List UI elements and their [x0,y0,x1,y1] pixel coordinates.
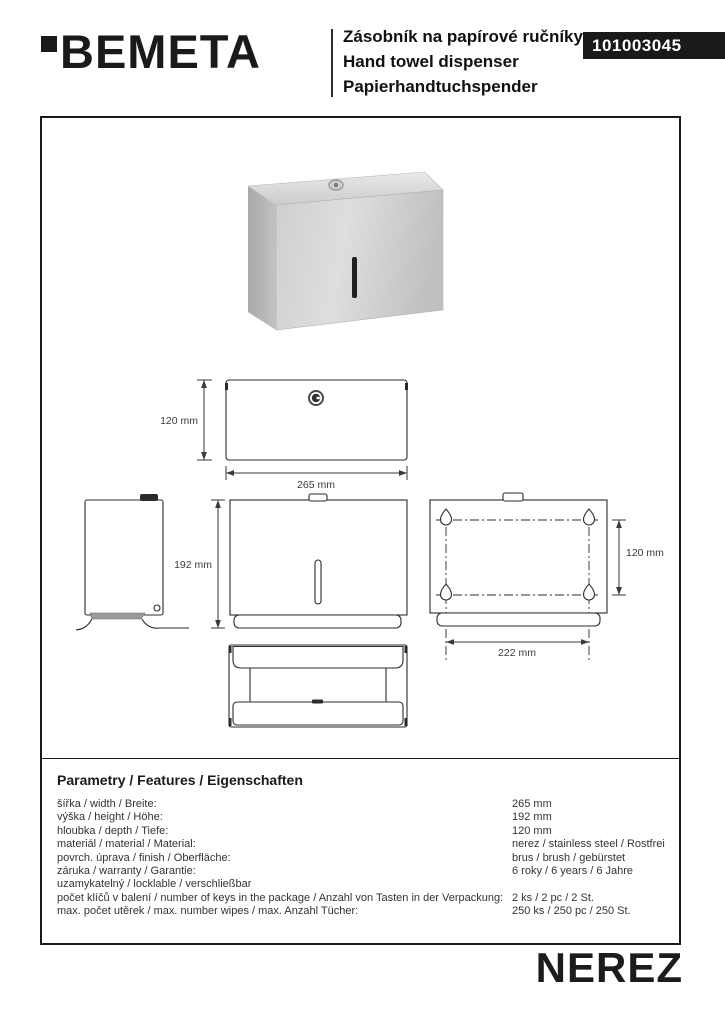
product-titles [343,24,583,99]
param-label: šířka / width / Breite: [57,798,157,810]
front-view-drawing [230,494,407,628]
keyhole-top-icon [309,391,323,405]
param-value: 120 mm [512,824,552,837]
param-label: materiál / material / Material: [57,838,196,851]
back-view-horizontal-spacing-label: 222 mm [498,647,536,659]
param-label: uzamykatelný / locklable / verschließbar [57,878,252,891]
table-row [57,892,679,905]
brand-logo: BEMETA [60,25,261,78]
param-value: nerez / stainless steel / Rostfrei [512,838,665,851]
brand-logo-square [41,36,57,52]
side-view-drawing [76,494,225,630]
param-label: počet klíčů v balení / number of keys in the package / Anzahl von Tasten in der Verpackung: [57,891,504,904]
parameters-section [42,758,679,919]
table-row [57,865,679,878]
material-wordmark: NEREZ [535,944,683,991]
table-row [57,838,679,851]
top-view-depth-label: 120 mm [160,415,198,427]
top-view-width-label: 265 mm [297,479,335,491]
param-label: max. počet utěrek / max. number wipes / max. Anzahl Tücher: [57,905,359,918]
table-row [57,905,679,918]
keyhole-3d-icon [329,180,343,190]
bottom-view-drawing [229,645,408,727]
technical-drawings [42,118,679,758]
product-title-cs: Zásobník na papírové ručníky [343,27,583,46]
param-label: výška / height / Höhe: [57,811,163,824]
towel-slot-3d [352,257,357,298]
parameters-table [57,798,679,919]
param-value: 6 roky / 6 years / 6 Jahre [512,865,634,878]
table-row [57,811,679,824]
back-view-vertical-spacing-label: 120 mm [626,547,664,559]
param-value [512,878,679,891]
back-view-drawing [430,493,664,660]
product-title-de: Papierhandtuchspender [343,77,538,96]
param-value: 2 ks / 2 pc / 2 St. [512,891,594,904]
table-row [57,852,679,865]
product-title-en: Hand towel dispenser [343,52,519,71]
param-value: brus / brush / gebürstet [512,851,626,864]
side-view-height-label: 192 mm [174,559,212,571]
table-row [57,798,679,811]
product-code-badge: 101003045 [583,32,725,59]
header-divider [331,29,333,97]
table-row [57,825,679,838]
param-label: záruka / warranty / Garantie: [57,865,196,878]
param-label: povrch. úprava / finish / Oberfläche: [57,851,231,864]
table-row [57,878,679,891]
top-view-drawing [160,380,408,491]
param-value: 265 mm [512,798,552,810]
param-label: hloubka / depth / Tiefe: [57,824,169,837]
param-value: 250 ks / 250 pc / 250 St. [512,905,631,918]
product-photo-3d [248,172,443,330]
param-value: 192 mm [512,811,552,824]
parameters-heading: Parametry / Features / Eigenschaften [57,772,303,788]
content-box [40,116,681,945]
